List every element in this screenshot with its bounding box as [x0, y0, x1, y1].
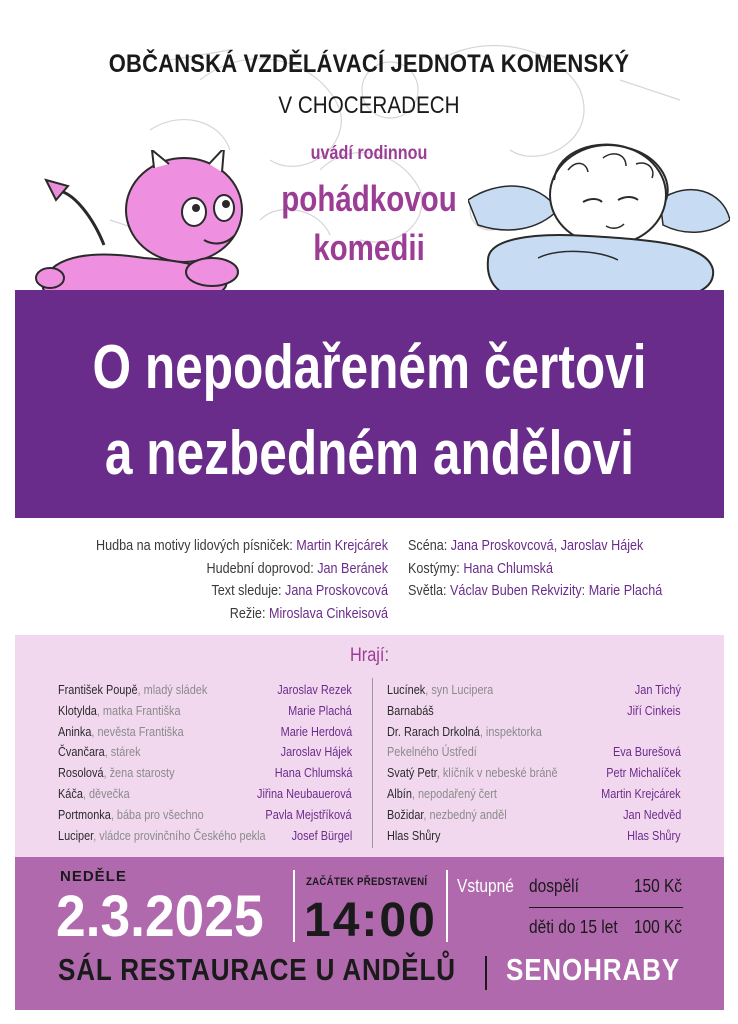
- actor-name: Hana Chlumská: [274, 765, 352, 781]
- cast-heading: Hrají:: [349, 645, 390, 666]
- credit-row: [62, 535, 388, 558]
- cast-row: [58, 805, 358, 826]
- organization-location: V CHOCERADECH: [278, 92, 460, 119]
- role-description: , inspektorka: [479, 723, 542, 739]
- entry-label: Vstupné: [457, 876, 514, 896]
- presents-text: uvádí rodinnou: [310, 143, 428, 164]
- role-name: Luciper: [58, 827, 94, 843]
- credit-label: Hudební doprovod:: [206, 559, 314, 577]
- role-description: , nepodařený čert: [411, 785, 497, 801]
- credit-name: Václav Buben Rekvizity: Marie Plachá: [450, 582, 663, 599]
- cast-divider: [372, 678, 373, 848]
- actor-name: Jiřina Neubauerová: [257, 785, 352, 801]
- role-description: Pekelného Ústředí: [387, 744, 477, 760]
- cast-row: [58, 763, 358, 784]
- credit-name: Miroslava Cinkeisová: [268, 604, 388, 622]
- actor-name: Petr Michalíček: [606, 765, 681, 781]
- role-name: Albín: [387, 785, 412, 801]
- role-name: Rosolová: [58, 765, 104, 781]
- cast-row: [387, 784, 687, 805]
- cast-row: [58, 701, 358, 722]
- price-label-children: děti do 15 let: [529, 917, 618, 937]
- price-amount-children: 100 Kč: [633, 917, 682, 937]
- actor-name: Marie Herdová: [280, 723, 352, 739]
- event-date: 2.3.2025: [56, 884, 264, 949]
- credit-row: [62, 603, 388, 626]
- credit-label: Kostýmy:: [408, 559, 460, 577]
- actor-name: Jaroslav Hájek: [280, 744, 352, 760]
- separator-time-price: [446, 870, 448, 942]
- event-time: 14:00: [304, 894, 437, 947]
- price-divider: [529, 907, 683, 908]
- credit-row: [408, 558, 685, 581]
- actor-name: Eva Burešová: [613, 744, 681, 760]
- role-name: Božidar: [387, 806, 424, 822]
- separator-venue-town: [485, 956, 487, 990]
- role-description: , žena starosty: [103, 765, 175, 781]
- actor-name: Pavla Mejstříková: [265, 806, 352, 822]
- role-name: Hlas Shůry: [387, 827, 441, 843]
- credit-label: Text sleduje:: [211, 582, 282, 599]
- credit-name: Martin Krejcárek: [296, 537, 388, 554]
- price-amount-adults: 150 Kč: [633, 876, 682, 896]
- role-description: , mladý sládek: [137, 682, 208, 697]
- credit-name: Jana Proskovcová, Jaroslav Hájek: [450, 537, 644, 554]
- organization-name: OBČANSKÁ VZDĚLÁVACÍ JEDNOTA KOMENSKÝ: [108, 50, 630, 78]
- cast-row: [387, 826, 687, 847]
- actor-name: Martin Krejcárek: [601, 785, 681, 801]
- role-name: Aninka: [58, 723, 92, 739]
- credit-row: [62, 580, 388, 603]
- actor-name: Marie Plachá: [288, 702, 352, 718]
- cast-row: [387, 680, 687, 701]
- role-description: , klíčník v nebeské bráně: [436, 765, 558, 781]
- credits-left: [0, 535, 388, 625]
- role-name: Dr. Rarach Drkolná: [387, 723, 480, 739]
- role-name: Barnabáš: [387, 702, 434, 718]
- actor-name: Jaroslav Rezek: [277, 682, 352, 697]
- credit-name: Hana Chlumská: [463, 559, 553, 577]
- cast-row: [58, 826, 358, 847]
- event-town: SENOHRABY: [506, 952, 680, 987]
- actor-name: Hlas Shůry: [627, 827, 681, 843]
- cast-column-1: [58, 680, 358, 846]
- role-name: František Poupě: [58, 682, 138, 697]
- role-description: , nezbedný anděl: [423, 806, 507, 822]
- actor-name: Jan Nedvěd: [622, 806, 681, 822]
- genre-line-1: pohádkovou: [281, 178, 457, 219]
- credit-row: [408, 580, 685, 603]
- cast-row: [387, 701, 687, 722]
- event-venue: SÁL RESTAURACE U ANDĚLŮ: [58, 952, 456, 987]
- credit-name: Jana Proskovcová: [285, 582, 388, 599]
- role-name: Čvančara: [58, 744, 105, 760]
- role-description: , nevěsta Františka: [91, 723, 184, 739]
- credit-label: Režie:: [229, 604, 266, 622]
- cast-column-2: [387, 680, 687, 846]
- role-description: , syn Lucipera: [425, 682, 494, 697]
- actor-name: Josef Bürgel: [291, 827, 352, 843]
- angel-illustration: [468, 140, 730, 292]
- credit-label: Světla:: [408, 582, 447, 599]
- devil-illustration: [34, 150, 254, 292]
- cast-row: [58, 722, 358, 743]
- header-area: [0, 0, 738, 292]
- credit-label: Scéna:: [408, 537, 448, 554]
- role-name: Portmonka: [58, 806, 111, 822]
- start-label: ZAČÁTEK PŘEDSTAVENÍ: [306, 876, 428, 888]
- cast-row: [387, 763, 687, 784]
- credit-row: [62, 558, 388, 581]
- role-description: , bába pro všechno: [110, 806, 204, 822]
- cast-row: [387, 805, 687, 826]
- role-description: , matka Františka: [96, 702, 181, 718]
- cast-row: [387, 742, 687, 763]
- actor-name: Jiří Cinkeis: [627, 702, 681, 718]
- role-description: , děvečka: [82, 785, 130, 801]
- role-name: Svatý Petr: [387, 765, 437, 781]
- cast-row: [58, 784, 358, 805]
- play-title-line-1: O nepodařeném čertovi: [92, 333, 647, 402]
- role-name: Klotylda: [58, 702, 97, 718]
- cast-row: [58, 742, 358, 763]
- credit-label: Hudba na motivy lidových písniček:: [95, 537, 293, 554]
- role-name: Lucínek: [387, 682, 426, 697]
- genre-line-2: komedii: [313, 227, 425, 268]
- separator-date-time: [293, 870, 295, 942]
- price-label-adults: dospělí: [529, 876, 579, 896]
- credits-right: [408, 535, 738, 603]
- actor-name: Jan Tichý: [634, 682, 681, 697]
- role-description: , vládce provinčního Českého pekla: [93, 827, 266, 843]
- play-title-line-2: a nezbedném andělovi: [104, 419, 635, 488]
- cast-row: [387, 722, 687, 743]
- credit-row: [408, 535, 685, 558]
- cast-row: [58, 680, 358, 701]
- role-description: , stárek: [104, 744, 141, 760]
- event-day: NEDĚLE: [60, 868, 127, 885]
- role-name: Káča: [58, 785, 83, 801]
- credit-name: Jan Beránek: [317, 559, 388, 577]
